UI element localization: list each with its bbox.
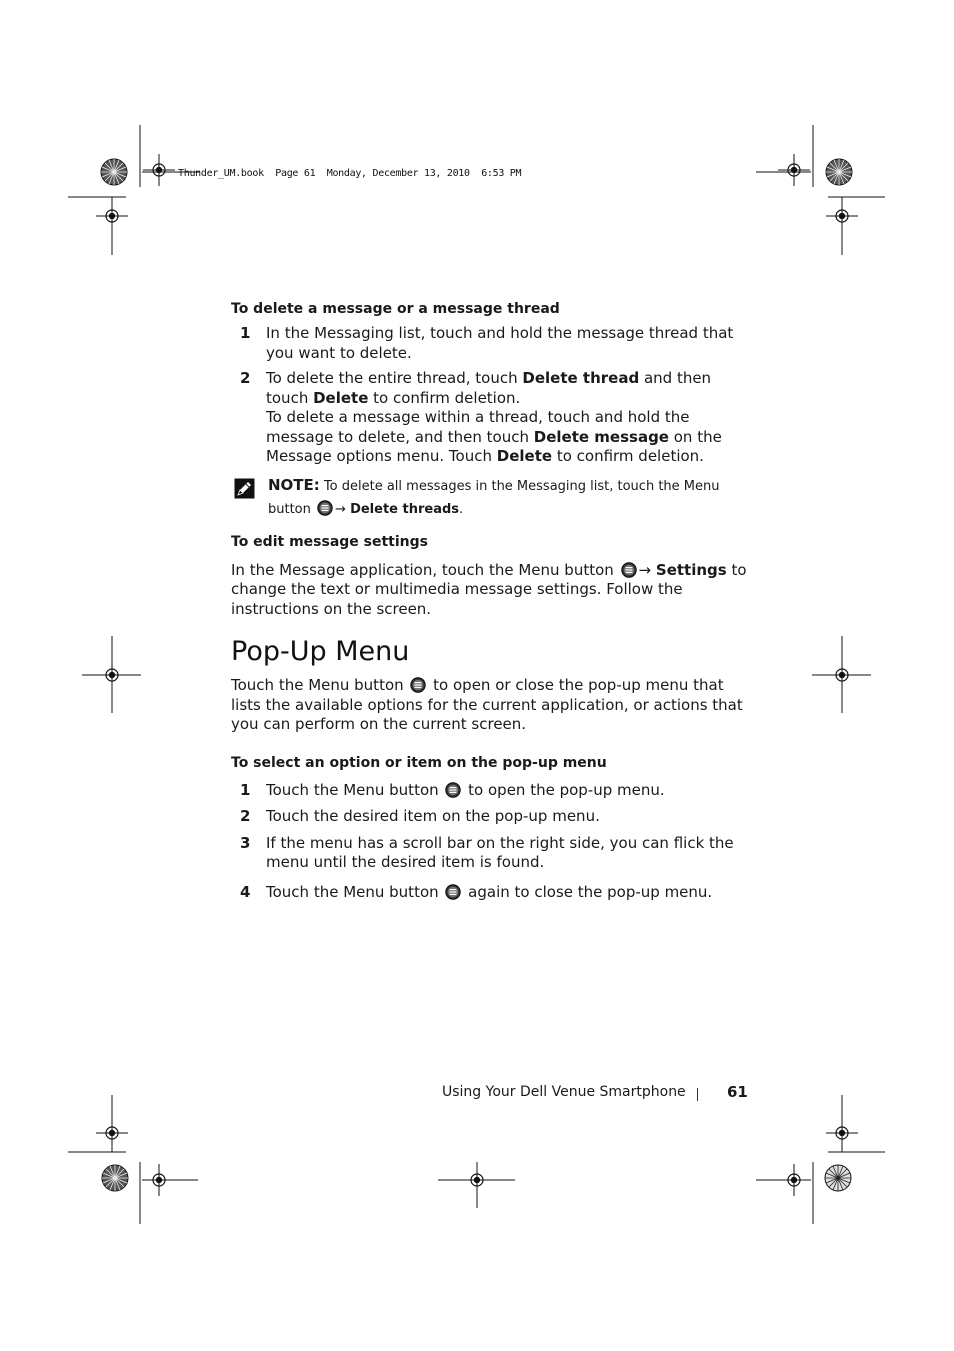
step-number: 3 xyxy=(240,833,251,852)
step-text: To delete the entire thread, touch Delete thread and then touch Delete to confirm deletion. xyxy=(266,369,712,407)
delete-message-heading: To delete a message or a message thread xyxy=(231,301,560,317)
step-number: 1 xyxy=(240,780,251,799)
delete-step-2 xyxy=(231,369,751,467)
note-delete-threads: NOTE: To delete all messages in the Messaging list, touch the Menu button → Delete threads. xyxy=(231,474,751,521)
arrow: → xyxy=(335,501,346,517)
popup-step-3 xyxy=(231,834,751,873)
popup-step-1 xyxy=(231,781,751,801)
note-bold: Delete threads xyxy=(350,501,460,517)
page-content xyxy=(231,300,751,902)
step-text-continued: To delete a message within a thread, touch and hold the message to delete, and then touch Delete message on the Message options menu. Touch Delete to confirm deletion. xyxy=(266,408,722,465)
step-text: Touch the desired item on the pop-up menu. xyxy=(266,807,600,825)
note-pencil-icon xyxy=(234,478,255,499)
footer-divider xyxy=(697,1088,698,1101)
menu-button-icon xyxy=(410,677,426,693)
popup-step-2 xyxy=(231,807,751,827)
popup-intro-paragraph: Touch the Menu button to open or close the pop-up menu that lists the available options for the current application, or actions that you can perform on the current screen. xyxy=(231,676,743,733)
popup-step-4 xyxy=(231,883,751,903)
page-number: 61 xyxy=(727,1083,748,1101)
page-title: Pop-Up Menu xyxy=(231,636,410,667)
step-text: If the menu has a scroll bar on the right side, you can flick the menu until the desired item is found. xyxy=(266,833,734,871)
note-text: To delete all messages in the Messaging list, touch the Menu button xyxy=(268,478,720,517)
step-text: In the Messaging list, touch and hold the message thread that you want to delete. xyxy=(266,324,734,362)
edit-settings-heading: To edit message settings xyxy=(231,533,428,550)
step-number: 2 xyxy=(240,807,251,825)
footer-title: Using Your Dell Venue Smartphone xyxy=(442,1084,686,1100)
menu-button-icon xyxy=(621,562,637,578)
menu-button-icon xyxy=(445,884,461,900)
print-header: Thunder_UM.book Page 61 Monday, December 13, 2010 6:53 PM xyxy=(178,168,522,179)
note-label: NOTE: xyxy=(268,475,320,494)
select-option-heading: To select an option or item on the pop-up menu xyxy=(231,754,607,771)
menu-button-icon xyxy=(445,782,461,798)
step-number: 4 xyxy=(240,882,251,901)
step-text: Touch the Menu button again to close the pop-up menu. xyxy=(266,882,713,901)
edit-settings-paragraph: In the Message application, touch the Menu button → Settings to change the text or multimedia message settings. Follow the instructions on the screen. xyxy=(231,560,747,618)
step-number: 2 xyxy=(240,369,251,387)
step-number: 1 xyxy=(240,324,251,342)
menu-button-icon xyxy=(317,500,333,516)
step-text: Touch the Menu button to open the pop-up menu. xyxy=(266,780,665,799)
delete-step-1 xyxy=(231,324,751,363)
